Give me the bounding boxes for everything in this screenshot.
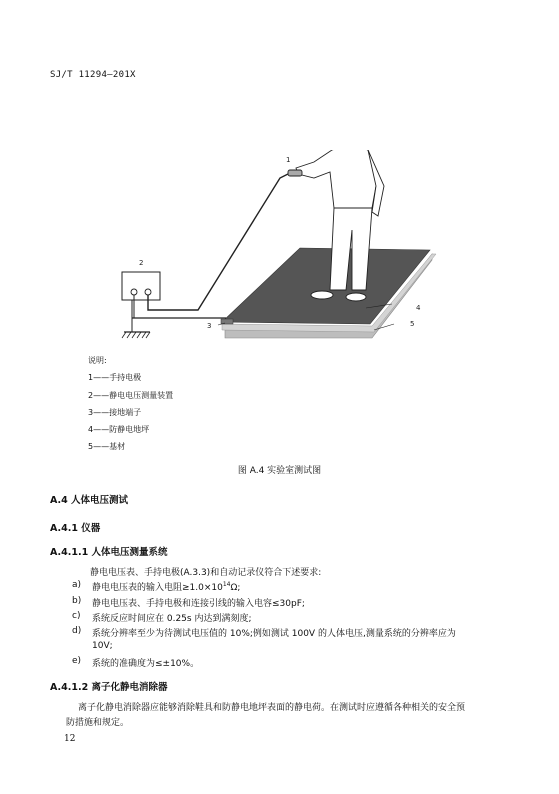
list-item-text: 系统分辨率至少为待测试电压值的 10%;例如测试 100V 的人体电压,测量系统的分辨率应为 xyxy=(92,629,456,639)
callout-4: 4 xyxy=(416,304,421,312)
callout-2: 2 xyxy=(139,259,144,267)
list-item-text-continued: 10V; xyxy=(92,641,113,651)
section-heading-a411: A.4.1.1 人体电压测量系统 xyxy=(50,547,168,558)
section-heading-a4: A.4 人体电压测试 xyxy=(50,495,129,506)
legend-item: 2——静电电压测量装置 xyxy=(88,391,174,400)
legend-title: 说明: xyxy=(88,356,107,365)
callout-1: 1 xyxy=(286,156,291,164)
legend-item: 1——手持电极 xyxy=(88,373,142,382)
legend-item: 3——接地端子 xyxy=(88,408,142,417)
body-paragraph: 离子化静电消除器应能够消除鞋具和防静电地坪表面的静电荷。在测试时应遵循各种相关的安全预 xyxy=(78,703,466,713)
meter-terminal-left xyxy=(131,289,137,295)
list-item-marker: e) xyxy=(72,656,82,666)
ground-terminal xyxy=(221,319,233,324)
list-item-text: 系统反应时间应在 0.25s 内达到满刻度; xyxy=(92,614,252,624)
list-item-marker: a) xyxy=(72,580,82,590)
body-paragraph-continued: 防措施和规定。 xyxy=(66,718,130,728)
section-heading-a412: A.4.1.2 离子化静电消除器 xyxy=(50,682,168,693)
list-item-marker: c) xyxy=(72,611,81,621)
section-heading-a41: A.4.1 仪器 xyxy=(50,523,101,534)
list-item-text: 静电电压表、手持电极和连接引线的输入电容≤30pF; xyxy=(92,599,305,609)
list-item-text: 静电电压表的输入电阻$\ge 1.0\times 10^{14}\Omega$; xyxy=(92,581,241,593)
callout-5: 5 xyxy=(410,320,415,328)
meter-terminal-right xyxy=(145,289,151,295)
antistatic-floor xyxy=(222,248,430,324)
list-item-text: 系统的准确度为≤±10%。 xyxy=(92,659,200,669)
figure-caption: 图 A.4 实验室测试图 xyxy=(237,466,322,476)
page-number: 12 xyxy=(64,734,76,744)
list-item-marker: d) xyxy=(72,626,82,636)
legend-item: 5——基材 xyxy=(88,442,126,451)
document-code: SJ/T 11294—201X xyxy=(50,70,136,80)
legend-item: 4——防静电地坪 xyxy=(88,425,150,434)
list-item-marker: b) xyxy=(72,596,82,606)
lab-test-figure xyxy=(100,150,440,350)
callout-3: 3 xyxy=(207,322,212,330)
voltage-meter xyxy=(122,272,160,300)
intro-paragraph: 静电电压表、手持电极(A.3.3)和自动记录仪符合下述要求: xyxy=(90,568,322,578)
